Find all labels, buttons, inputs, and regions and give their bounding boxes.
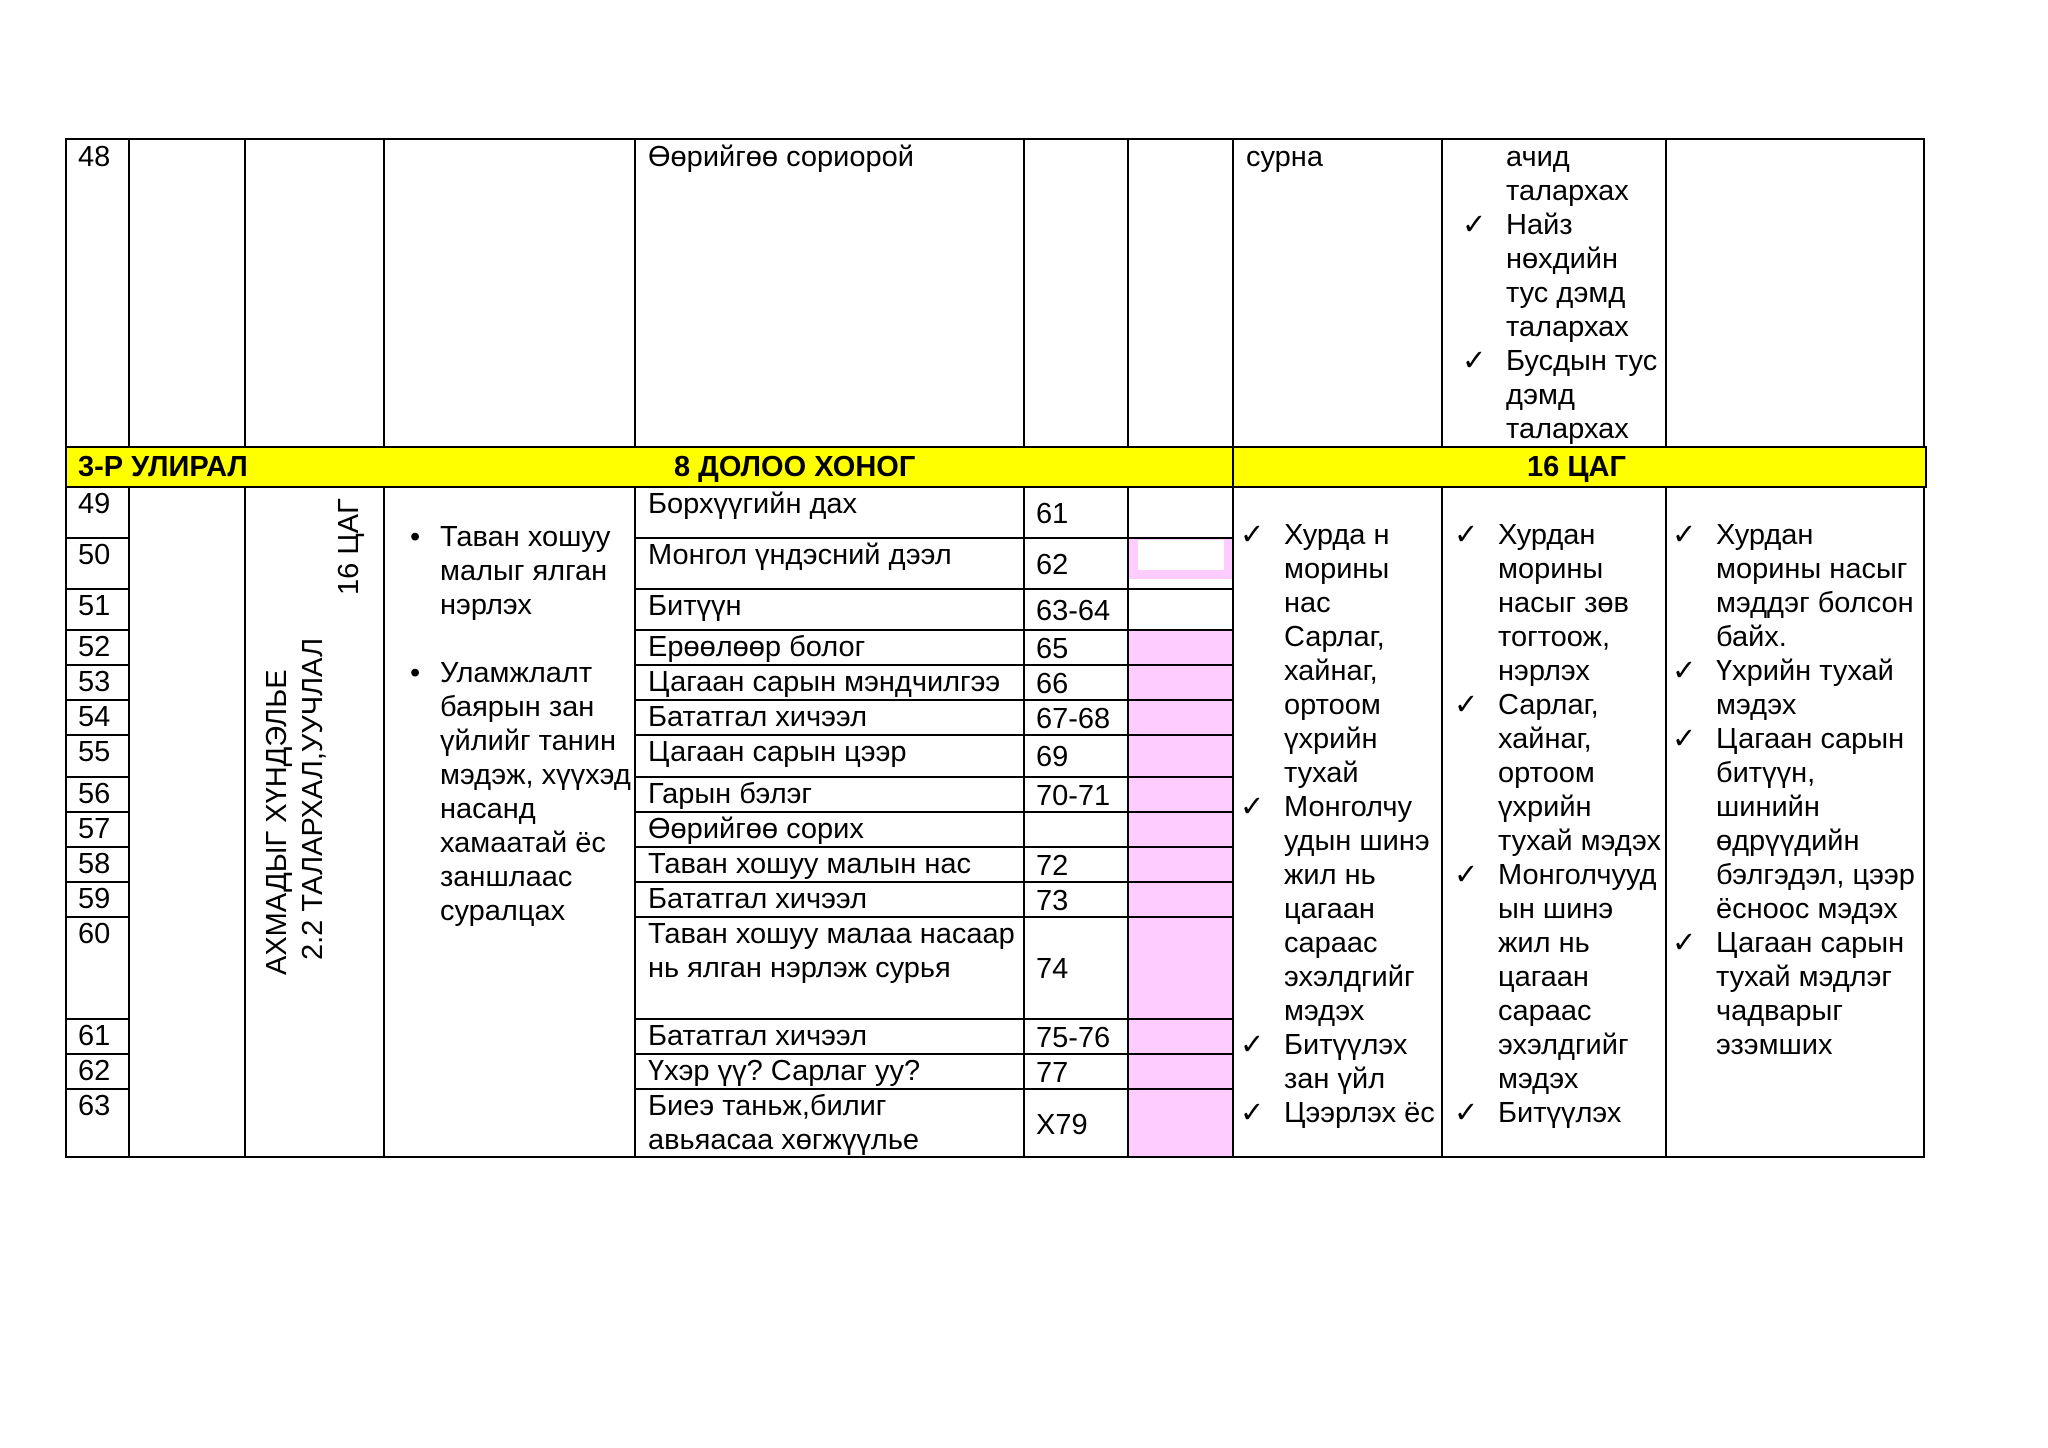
- row-divider: [1127, 846, 1234, 848]
- row-divider: [1127, 1088, 1234, 1090]
- lesson-topic: Бататгал хичээл: [648, 701, 867, 733]
- hours-label: 16 ЦАГ: [1527, 451, 1626, 483]
- lesson-page: 67-68: [1036, 702, 1111, 735]
- list-item: [1462, 140, 1662, 208]
- list-item: [1462, 344, 1662, 446]
- list-item: [1454, 518, 1664, 688]
- list-item-text: Цээрлэх ёс: [1284, 1097, 1435, 1129]
- checkmark-icon: ✓: [1240, 1029, 1265, 1061]
- list-item-text: Монголчу удын шинэ жил нь цагаан сараас эхэлдгийг мэдэх: [1284, 791, 1430, 1027]
- lesson-page: 66: [1036, 667, 1069, 700]
- row-divider: [1127, 629, 1234, 631]
- lesson-page: 63-64: [1036, 594, 1111, 627]
- lesson-topic: Үхэр үү? Сарлаг уу?: [648, 1055, 921, 1087]
- lesson-page: 61: [1036, 497, 1069, 530]
- checkmark-icon: ✓: [1672, 519, 1697, 551]
- row-divider: [1127, 588, 1234, 590]
- list-item-text: Үхрийн тухай мэдэх: [1716, 655, 1894, 721]
- row-number: 56: [78, 778, 111, 810]
- checkmark-icon: ✓: [1672, 927, 1697, 959]
- list-item: [1462, 208, 1662, 344]
- list-item: [1240, 1028, 1440, 1096]
- lesson-topic: Таван хошуу малын нас: [648, 848, 971, 880]
- objectives-list: [396, 520, 632, 928]
- lesson-page: 69: [1036, 741, 1069, 773]
- list-item-text: ачид талархах: [1506, 141, 1629, 207]
- list-item-text: Цагаан сарын битүүн, шинийн өдрүүдийн бэлгэдэл, цээр ёсноос мэдэх: [1716, 723, 1915, 925]
- checkmark-icon: ✓: [1240, 791, 1265, 823]
- objective-item: [396, 656, 632, 928]
- list-item: [1454, 1096, 1664, 1130]
- checkmark-icon: ✓: [1454, 1097, 1479, 1129]
- objective-text: Таван хошуу малыг ялган нэрлэх: [440, 521, 611, 621]
- row-divider: [1127, 1053, 1234, 1055]
- list-item-text: Цагаан сарын тухай мэдлэг чадварыг эзэмших: [1716, 927, 1905, 1061]
- row-number: 48: [78, 141, 111, 173]
- outcomes-col-b: [1454, 518, 1664, 1130]
- bullet-icon: •: [410, 657, 421, 689]
- theme-title: АХМАДЫГ ХҮНДЭЛЬЕ: [261, 669, 293, 975]
- section-band: [65, 447, 1925, 487]
- checkmark-icon: ✓: [1240, 1097, 1265, 1129]
- checkmark-icon: ✓: [1454, 859, 1479, 891]
- row-number: 57: [78, 813, 111, 845]
- lesson-topic: Цагаан сарын мэндчилгээ: [648, 666, 1001, 698]
- lesson-page: 70-71: [1036, 779, 1111, 812]
- row-divider: [1023, 537, 1129, 539]
- list-item-text: Бусдын тус дэмд талархах: [1506, 345, 1658, 445]
- row-divider: [1127, 881, 1234, 883]
- list-item-text: Битүүлэх: [1498, 1097, 1622, 1129]
- list-item-text: Найз нөхдийн тус дэмд талархах: [1506, 209, 1629, 343]
- checkmark-icon: ✓: [1454, 519, 1479, 551]
- status-cell: [1129, 631, 1232, 1157]
- lesson-topic: Битүүн: [648, 590, 742, 622]
- lesson-page: 65: [1036, 632, 1069, 665]
- list-item: [1672, 518, 1922, 654]
- objective-item: [396, 520, 632, 622]
- row-divider: [1023, 588, 1129, 590]
- lesson-topic: Ерөөлөөр болог: [648, 631, 866, 663]
- list-item-text: Монголчууд ын шинэ жил нь цагаан сараас эхэлдгийг мэдэх: [1498, 859, 1657, 1095]
- lesson-topic: Гарын бэлэг: [648, 778, 812, 810]
- lesson-page: 74: [1036, 953, 1069, 985]
- row-divider: [1127, 916, 1234, 918]
- row-number: 61: [78, 1020, 111, 1052]
- list-item: [1454, 688, 1664, 858]
- list-item: [1672, 722, 1922, 926]
- row-divider: [1127, 811, 1234, 813]
- list-item-text: Сарлаг, хайнаг, ортоом үхрийн тухай мэдэх: [1498, 689, 1661, 857]
- weeks-label: 8 ДОЛОО ХОНОГ: [674, 451, 916, 483]
- row-number: 58: [78, 848, 111, 880]
- row-divider: [1127, 664, 1234, 666]
- checkmark-icon: ✓: [1462, 209, 1487, 241]
- theme-hours: 16 ЦАГ: [333, 498, 365, 595]
- lesson-page: 77: [1036, 1056, 1069, 1089]
- list-item: [1240, 790, 1440, 1028]
- row-number: 55: [78, 736, 111, 768]
- goals-list-top: [1462, 140, 1662, 446]
- outcomes-col-a: [1240, 518, 1440, 1130]
- row-number: 62: [78, 1055, 111, 1087]
- lesson-topic: Таван хошуу малаа насаар нь ялган нэрлэж сурья: [648, 918, 1015, 984]
- row-number: 53: [78, 666, 111, 698]
- checkmark-icon: ✓: [1240, 519, 1265, 551]
- list-item-text: Хурдан морины насыг зөв тогтоож, нэрлэх: [1498, 519, 1629, 687]
- row-number: 54: [78, 701, 111, 733]
- row-divider: [1127, 734, 1234, 736]
- row-number: 59: [78, 883, 111, 915]
- lesson-topic: Бататгал хичээл: [648, 1020, 867, 1052]
- list-item: [1672, 654, 1922, 722]
- row-number: 60: [78, 918, 111, 950]
- lesson-page: 75-76: [1036, 1021, 1111, 1054]
- lesson-topic: Борхүүгийн дах: [648, 488, 858, 520]
- list-item: [1454, 858, 1664, 1096]
- lesson-topic: Монгол үндэсний дээл: [648, 539, 952, 571]
- checkmark-icon: ✓: [1454, 689, 1479, 721]
- row-divider: [1127, 776, 1234, 778]
- lesson-topic: Цагаан сарын цээр: [648, 736, 907, 768]
- lesson-page: 62: [1036, 548, 1069, 581]
- learn-cell: сурна: [1246, 141, 1323, 173]
- theme-subtitle: 2.2 ТАЛАРХАЛ,УУЧЛАЛ: [297, 637, 329, 960]
- list-item: [1240, 620, 1440, 790]
- bullet-icon: •: [410, 521, 421, 553]
- row-number: 52: [78, 631, 111, 663]
- row-number: 50: [78, 539, 111, 571]
- checkmark-icon: ✓: [1672, 723, 1697, 755]
- objective-text: Уламжлалт баярын зан үйлийг танин мэдэж, хүүхэд насанд хамаатай ёс заншлаас суралцах: [440, 657, 631, 927]
- list-item: [1672, 926, 1922, 1062]
- checkmark-icon: ✓: [1462, 345, 1487, 377]
- list-item-text: Сарлаг, хайнаг, ортоом үхрийн тухай: [1284, 621, 1385, 789]
- list-item: [1240, 518, 1440, 620]
- row-divider: [1127, 537, 1234, 539]
- row-number: 63: [78, 1090, 111, 1122]
- row-number: 51: [78, 590, 111, 622]
- row-divider: [1127, 1018, 1234, 1020]
- lesson-page: Х79: [1036, 1109, 1088, 1141]
- lesson-topic: Бататгал хичээл: [648, 883, 867, 915]
- list-item: [1240, 1096, 1440, 1130]
- list-item-text: Хурдан морины насыг мэддэг болсон байх.: [1716, 519, 1914, 653]
- outcomes-col-c: [1672, 518, 1922, 1062]
- lesson-topic: Өөрийгөө сориорой: [648, 141, 914, 173]
- checkmark-icon: ✓: [1672, 655, 1697, 687]
- term-label: 3-Р УЛИРАЛ: [78, 451, 248, 483]
- list-item-text: Хурда н морины нас: [1284, 519, 1390, 619]
- lesson-page: 73: [1036, 884, 1069, 917]
- status-cell-blank: [1138, 540, 1224, 570]
- list-item-text: Битүүлэх зан үйл: [1284, 1029, 1408, 1095]
- row-divider: [1127, 699, 1234, 701]
- lesson-topic: Өөрийгөө сорих: [648, 813, 864, 845]
- row-number: 49: [78, 488, 111, 520]
- lesson-page: 72: [1036, 849, 1069, 882]
- lesson-topic: Биеэ таньж,билиг авьяасаа хөгжүүлье: [648, 1090, 920, 1156]
